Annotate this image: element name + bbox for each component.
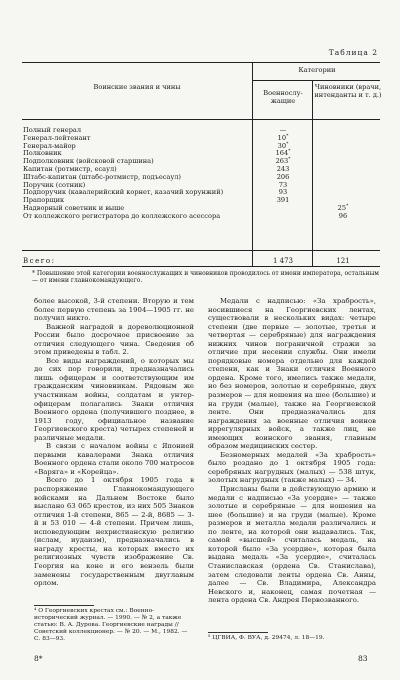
officials-column-header: Чиновники (врачи, интенданты и т. д.) [314,83,382,99]
military-cell: 30* [277,141,289,150]
table-note: * Повышение этой категории военнослужащих и чиновников проводилось от имени императора, остальным — от имени главнокомандующего. [32,270,379,285]
rank-cell: От коллежского регистратора до коллежского асессора [23,212,221,220]
rank-cell: Подпоручик (кавалерийский корнет, казачий хорунжий) [23,189,224,197]
officials-cell [313,127,373,135]
officials-cell [313,182,373,190]
rank-cell: Штабс-капитан (штабс-ротмистр, подъесаул) [23,173,181,181]
military-column-header: Военнослу-жащие [263,89,303,105]
total-officials: 121 [336,257,350,265]
officials-cell [313,158,373,166]
note-mark: * [288,157,291,162]
category-header: Категории [298,66,336,74]
right-text-column [208,297,376,605]
paragraph: Присланы были в действующую армию и медали с надписью «За усердие» — также золотые и серебряные — для ношения на шее (большие) и на груди (малые). Кроме размеров и металла медали различались и по ленте, на которой они выдавались. Так, самой «высшей» считалась медаль, на которой было «За усердие», которая была выдана медаль «За усердие», считалась Станиславская (ордена Св. Станислава), затем следовали ленты ордена Св. Анны, далее — Св. Владимира, Александра Невского и, наконец, самая почетная — лента ордена Св. Андрея Первозванного. [208,485,376,605]
military-cell: 391 [276,196,290,205]
rank-cell: Подполковник (войсковой старшина) [23,158,154,166]
table-row [23,166,383,174]
rank-column-header: Воинские звания и чины [93,83,181,91]
officials-cell: 96 [338,211,348,220]
paragraph: более высокой, 3-й степени. Вторую и тем более первую степень за 1904—1905 гг. не получил никто. [34,297,194,323]
officials-cell: 25* [337,203,349,212]
rank-cell: Генерал-лейтенант [23,134,91,142]
paragraph: Важной наградой в дореволюционной России было досрочное присвоение за отличия следующего чина. Сведения об этом приведены в табл. 2. [34,322,194,357]
total-military: 1 473 [272,257,294,265]
officials-cell [313,189,373,197]
table-row [23,213,383,221]
military-cell [253,213,313,221]
officials-cell [313,174,373,182]
paragraph: Всего до 1 октября 1905 года в распоряжение Главнокомандующего войсками на Дальнем Востоке было выслано 63 065 крестов, из них 505 Знаков отличия 1-й степени, 865 — 2-й, 8685 — 3-й и 53 010 — 4-й степени. Причем лишь, исповедующим нехристианскую религию (ислам, иудаизм), предназначались в награду кресты, на которых вместо их религиозных чувств изображение Св. Георгия на коне и его вензель были заменены государственным двуглавым орлом. [34,476,194,588]
military-cell: 243 [276,164,290,173]
table-row [23,143,383,151]
left-footnote: ⁴ О Георгиевских крестах см.: Военно-исторический журнал. — 1990. — № 2, а также статью: В. А. Дурова. Георгиевские награды // Советский коллекционер. — № 20. — М., 1982. — С. 83—93. [34,608,188,642]
note-mark: * [286,141,289,147]
military-cell: 73 [278,180,288,189]
officials-cell [313,143,373,151]
officials-cell [313,150,373,158]
table-row [23,150,383,158]
table-row [23,127,383,135]
page-number: 83 [358,654,368,663]
military-cell [253,205,313,213]
officials-cell [313,135,373,143]
table-row [23,189,383,197]
left-footnote-rule [34,605,94,606]
paragraph: Безномерных медалей «За храбрость» было роздано до 1 октября 1905 года: серебряных нагрудных (малых) — 538 штук, золотых нагрудных (также малых) — 34. [208,450,376,485]
rank-cell: Поручик (сотник) [23,181,86,189]
total-label: Всего: [23,257,56,265]
table-row [23,197,383,205]
rank-cell: Надворный советник и выше [23,204,125,212]
rank-cell: Полковник [23,150,62,158]
rank-cell: Капитан (ротмистр, есаул) [23,165,117,173]
table-header-rule [22,119,380,120]
note-mark: * [288,149,291,155]
officials-cell [313,166,373,174]
military-cell: 263* [275,157,291,166]
right-footnote: ⁵ ЦГВИА, Ф. ВУА, д. 29474, л. 18—19. [208,635,325,641]
paragraph: В связи с началом войны с Японией первыми кавалерами Знака отличия Военного ордена стали около 700 матросов «Варяга» и «Корейца». [34,442,194,476]
note-mark: * [346,203,349,209]
signature-mark: 8* [34,654,43,663]
paragraph: Все виды награждений, о которых мы до сих пор говорили, предназначались лишь офицерам и соответствующим им гражданским чиновникам. Рядовым же участникам войны, солдатам и унтер-офицерам полагались Знаки отличия Военного ордена (получившего позднее, в 1913 году, официальное название Георгиевского креста) четырех степеней и различные медали. [34,356,194,442]
table-body-rule [22,250,380,251]
category-rule [252,80,380,81]
military-cell: 10* [277,133,289,142]
rank-cell: Полный генерал [23,127,82,134]
military-cell: — [279,126,287,134]
military-cell: 164* [275,149,291,158]
paragraph: Медали с надписью: «За храбрость», носившиеся на Георгиевских лентах, существовали в нескольких видах: четыре степени (две первые — золотые, третья и четвертая — серебряные) для награждения нижних чинов пограничной стражи за отличие при несении службы. Они имели порядковые номера отдельно для каждой степени, как и Знаки отличия Военного ордена. Кроме того, имелись также медали, но без номеров, золотые и серебряные, двух размеров — для ношения на шее (большие) и на груди (малые), также на Георгиевской ленте. Они предназначались для награждения за военные отличия воинов иррегулярных войск, а также лиц, не имеющих воинского звания, главным образом медицинских сестер. [208,297,376,451]
military-cell: 93 [278,188,288,197]
table-row [23,158,383,166]
note-mark: * [286,133,289,139]
table-row [23,182,383,190]
table-row [23,174,383,182]
rank-cell: Прапорщик [23,197,65,205]
table-bottom-rule [22,266,380,267]
table-number: Таблица 2 [328,48,378,57]
table-top-rule [22,62,380,63]
table-row [23,205,383,213]
table-body [23,127,383,221]
table-row [23,135,383,143]
right-footnote-rule [208,632,268,633]
left-text-column [34,297,194,588]
table-total-row [23,257,383,265]
military-cell: 206 [276,172,290,181]
rank-cell: Генерал-майор [23,142,76,150]
